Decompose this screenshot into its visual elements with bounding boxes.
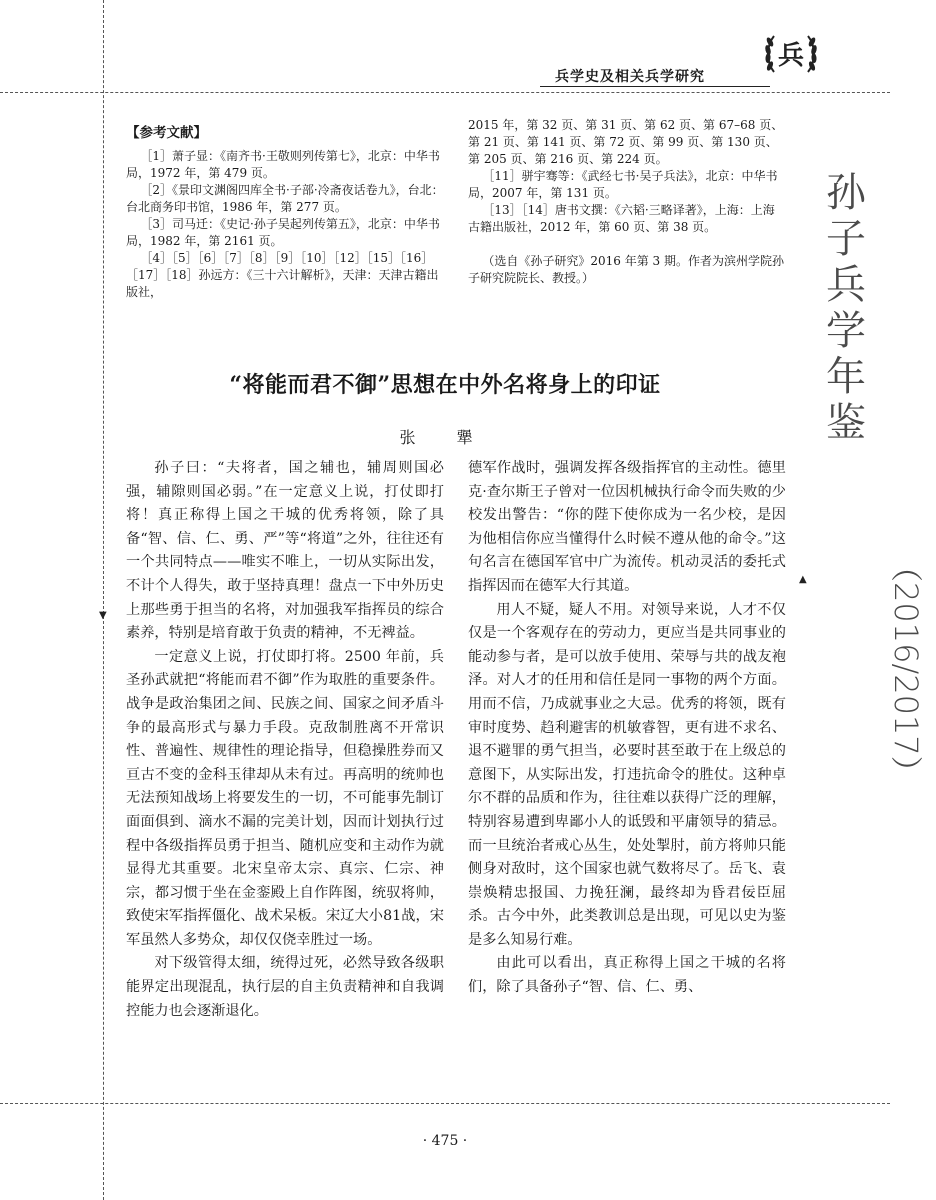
body-paragraph: 孙子曰：“夫将者，国之辅也，辅周则国必强，辅隙则国必弱。”在一定意义上说，打仗即打将！真正称得上国之干城的优秀将领，除了具备“智、信、仁、勇、严”等“将道”之外，往往还有一个共同特点——唯实不唯上，一切从实际出发，不计个人得失，敢于坚持真理！盘点一下中外历史上那些勇于担当的名将，对加强我军指挥员的综合素养，特别是培育敢于负责的精神，不无裨益。: [126, 460, 444, 642]
body-paragraph: 对下级管得太细，统得过死，必然导致各级职能界定出现混乱，执行层的自主负责精神和自我调控能力也会逐渐退化。: [126, 955, 444, 1019]
reference-item: ［1］萧子显：《南齐书·王敬则列传第七》，北京：中华书局，1972 年，第 479 页。: [126, 149, 440, 180]
side-title-char: 年: [826, 354, 866, 400]
body-paragraph-continuation: 德军作战时，强调发挥各级指挥官的主动性。德里克·查尔斯王子曾对一位因机械执行命令而失败的少校发出警告：“你的陛下使你成为一名少校，是因为他相信你应当懂得什么时候不遵从他的命令。”这句名言在德国军官中广为流传。机动灵活的委托式指挥因而在德军大行其道。: [468, 460, 786, 594]
side-title-years: （2016/2017）: [887, 550, 925, 788]
left-dashed-line: [103, 0, 104, 1200]
side-title-char: 孙: [826, 170, 866, 216]
reference-item: ［2］《景印文渊阁四库全书·子部·冷斋夜话卷九》，台北：台北商务印书馆，1986 年，第 277 页。: [126, 183, 444, 214]
right-margin-arrow: ▲: [799, 574, 807, 585]
side-title-char: 鉴: [826, 400, 866, 446]
side-title-char: 兵: [826, 262, 866, 308]
logo-text: 兵: [777, 41, 805, 71]
reference-item: ［4］［5］［6］［7］［8］［9］［10］［12］［15］［16］［17］［18］孙远方：《三十六计解析》，天津：天津古籍出版社，: [126, 251, 439, 299]
side-title-char: 子: [826, 216, 866, 262]
body-column-right: [468, 457, 786, 1000]
body-column-left: [126, 457, 444, 1023]
body-paragraph: 用人不疑，疑人不用。对领导来说，人才不仅仅是一个客观存在的劳动力，更应当是共同事业的能动参与者，是可以放手使用、荣辱与共的战友袍泽。对人才的任用和信任是同一事物的两个方面。用而不信，乃成就事业之大忌。优秀的将领，既有审时度势、趋利避害的机敏睿智，更有进不求名、退不避罪的勇气担当，必要时甚至敢于在上级总的意图下，从实际出发，打违抗命令的胜仗。这种卓尔不群的品质和作为，往往难以获得广泛的理解，特别容易遭到卑鄙小人的诋毁和平庸领导的猜忌。而一旦统治者戒心丛生，处处掣肘，前方将帅只能侧身对敌时，这个国家也就气数将尽了。岳飞、袁崇焕精忠报国、力挽狂澜，最终却为昏君佞臣屈杀。古今中外，此类教训总是出现，可见以史为鉴是多么知易行难。: [468, 601, 786, 948]
top-dashed-line: [0, 92, 890, 93]
section-title: 兵学史及相关兵学研究: [555, 69, 705, 85]
article-title: “将能而君不御”思想在中外名将身上的印证: [229, 372, 661, 398]
reference-item: ［3］司马迁：《史记·孙子吴起列传第五》，北京：中华书局，1982 年，第 2161 页。: [126, 217, 440, 248]
bottom-dashed-line: [0, 1103, 890, 1104]
side-title-char: 学: [826, 308, 866, 354]
laurel-seal-icon: [762, 28, 820, 80]
reference-continuation: 2015 年，第 32 页、第 31 页、第 62 页、第 67–68 页、第 21 页、第 141 页、第 72 页、第 99 页、第 130 页、第 205 页、第 216 页、第 224 页。: [468, 118, 784, 166]
header-rule: [540, 86, 770, 87]
article-author: 张 犟: [399, 428, 491, 447]
reference-item: ［13］［14］唐书文撰：《六韬·三略译著》，上海：上海古籍出版社，2012 年，第 60 页、第 38 页。: [468, 203, 775, 234]
references-left: [126, 125, 444, 301]
references-heading: 【参考文献】: [126, 125, 207, 141]
page-number: · 475 ·: [422, 1133, 468, 1149]
source-note: （选自《孙子研究》2016 年第 3 期。作者为滨州学院孙子研究院院长、教授。）: [468, 254, 785, 285]
body-paragraph: 一定意义上说，打仗即打将。2500 年前，兵圣孙武就把“将能而君不御”作为取胜的重要条件。战争是政治集团之间、民族之间、国家之间矛盾斗争的最高形式与暴力手段。克敌制胜离不开常识性、普遍性、规律性的理论指导，但稳操胜券而又亘古不变的金科玉律却从未有过。再高明的统帅也无法预知战场上将要发生的一切，不可能事先制订面面俱到、滴水不漏的完美计划，因而计划执行过程中各级指挥员勇于担当、随机应变和主动作为就显得尤其重要。北宋皇帝太宗、真宗、仁宗、神宗，都习惯于坐在金銮殿上自作阵图，统驭将帅，致使宋军指挥僵化、战术呆板。宋辽大小81战，宋军虽然人多势众，却仅仅侥幸胜过一场。: [126, 648, 444, 948]
reference-item: ［11］骈宇骞等：《武经七书·吴子兵法》，北京：中华书局，2007 年，第 131 页。: [468, 169, 778, 200]
left-margin-arrow: ▼: [99, 610, 107, 621]
side-yearbook-title: [818, 170, 925, 788]
references-right: [468, 117, 786, 287]
body-paragraph: 由此可以看出，真正称得上国之干城的名将们，除了具备孙子“智、信、仁、勇、: [468, 955, 786, 996]
